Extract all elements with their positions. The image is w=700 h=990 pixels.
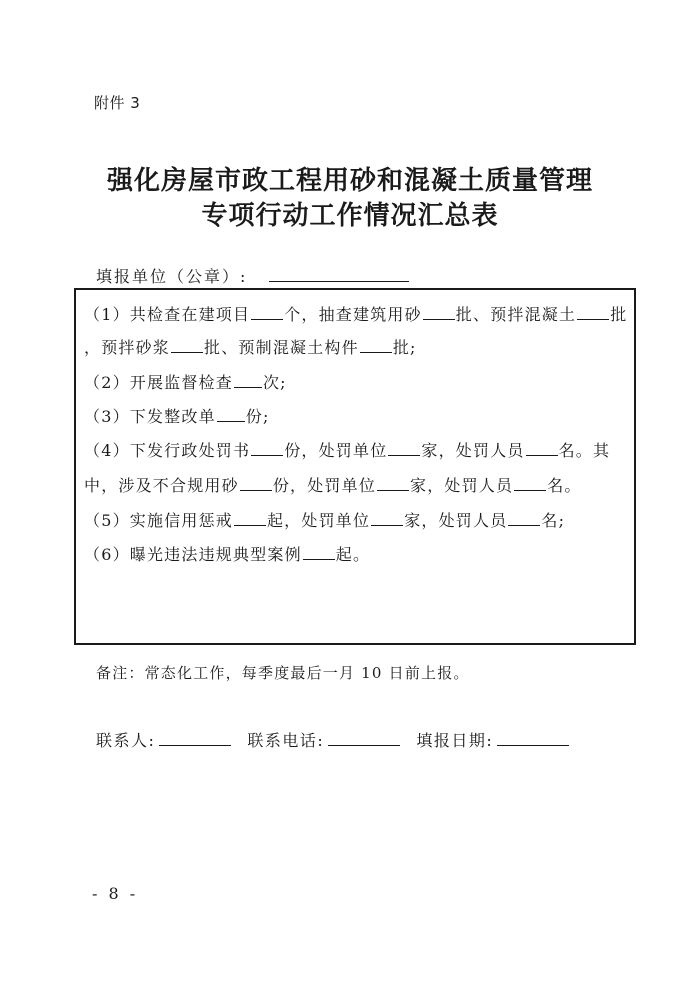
item-4-text-a: （4）下发行政处罚书 <box>84 441 251 460</box>
item-6 <box>84 542 370 565</box>
item-5-text-b: 起，处罚单位 <box>266 511 371 530</box>
reporting-unit-row <box>96 264 409 287</box>
precast-batches-field[interactable] <box>360 338 392 353</box>
summary-table-box <box>74 288 636 645</box>
item-5 <box>84 508 565 531</box>
contact-phone-label: 联系电话: <box>247 731 325 750</box>
item-1-line-1 <box>84 302 627 325</box>
item-3 <box>84 404 270 427</box>
noncompliant-persons-field[interactable] <box>514 476 546 491</box>
item-4-text-h: 名。 <box>547 476 582 495</box>
item-4-line-2 <box>84 473 582 496</box>
noncompliant-sand-docs-field[interactable] <box>240 476 272 491</box>
item-2-text-b: 次; <box>262 373 287 392</box>
item-1-text-e: ，预拌砂浆 <box>84 338 171 357</box>
document-title-line-1: 强化房屋市政工程用砂和混凝土质量管理 <box>106 166 593 196</box>
contact-phone-field[interactable] <box>328 731 400 746</box>
item-6-text-a: （6）曝光违法违规典型案例 <box>84 545 302 564</box>
item-3-text-a: （3）下发整改单 <box>84 407 216 426</box>
item-5-text-d: 名; <box>541 511 566 530</box>
item-4-text-g: 家，处罚人员 <box>410 476 514 495</box>
item-1-text-b: 个，抽查建筑用砂 <box>284 305 422 324</box>
remark-note: 备注：常态化工作，每季度最后一月 10 日前上报。 <box>96 664 470 682</box>
item-3-text-b: 份; <box>245 407 270 426</box>
item-2 <box>84 370 287 393</box>
penalized-units-field[interactable] <box>388 441 420 456</box>
rectification-count-field[interactable] <box>217 407 245 422</box>
projects-count-field[interactable] <box>251 305 283 320</box>
mortar-batches-field[interactable] <box>171 338 203 353</box>
contact-row <box>96 728 569 751</box>
item-1-line-2 <box>84 335 417 358</box>
credit-persons-field[interactable] <box>508 511 540 526</box>
document-title-line-2: 专项行动工作情况汇总表 <box>201 201 499 231</box>
contact-person-field[interactable] <box>159 731 231 746</box>
fill-date-label: 填报日期: <box>416 731 494 750</box>
noncompliant-units-field[interactable] <box>377 476 409 491</box>
fill-date-field[interactable] <box>497 731 569 746</box>
item-1-text-g: 批; <box>392 338 417 357</box>
sand-batches-field[interactable] <box>423 305 455 320</box>
contact-person-label: 联系人: <box>96 731 156 750</box>
reporting-unit-field[interactable] <box>269 267 409 282</box>
penalized-persons-field[interactable] <box>526 441 558 456</box>
inspections-count-field[interactable] <box>234 373 262 388</box>
concrete-batches-field[interactable] <box>577 305 609 320</box>
credit-punishment-field[interactable] <box>234 511 266 526</box>
item-1-text-c: 批、预拌混凝土 <box>455 305 577 324</box>
item-1-text-f: 批、预制混凝土构件 <box>204 338 359 357</box>
item-4-text-d: 名。其 <box>558 441 611 460</box>
exposed-cases-field[interactable] <box>303 545 335 560</box>
item-2-text-a: （2）开展监督检查 <box>84 373 233 392</box>
item-4-line-1 <box>84 438 610 461</box>
item-5-text-a: （5）实施信用惩戒 <box>84 511 233 530</box>
penalty-docs-field[interactable] <box>251 441 283 456</box>
item-6-text-b: 起。 <box>335 545 371 564</box>
item-4-text-e: 中，涉及不合规用砂 <box>84 476 239 495</box>
credit-units-field[interactable] <box>371 511 403 526</box>
item-4-text-f: 份，处罚单位 <box>272 476 377 495</box>
item-5-text-c: 家，处罚人员 <box>404 511 508 530</box>
item-4-text-c: 家，处罚人员 <box>421 441 525 460</box>
item-4-text-b: 份，处罚单位 <box>284 441 388 460</box>
item-1-text-a: （1）共检查在建项目 <box>84 305 251 324</box>
reporting-unit-label: 填报单位（公章）: <box>96 267 248 286</box>
page-number: - 8 - <box>92 884 139 903</box>
attachment-label: 附件 3 <box>94 94 141 112</box>
item-1-text-d: 批 <box>610 305 628 324</box>
